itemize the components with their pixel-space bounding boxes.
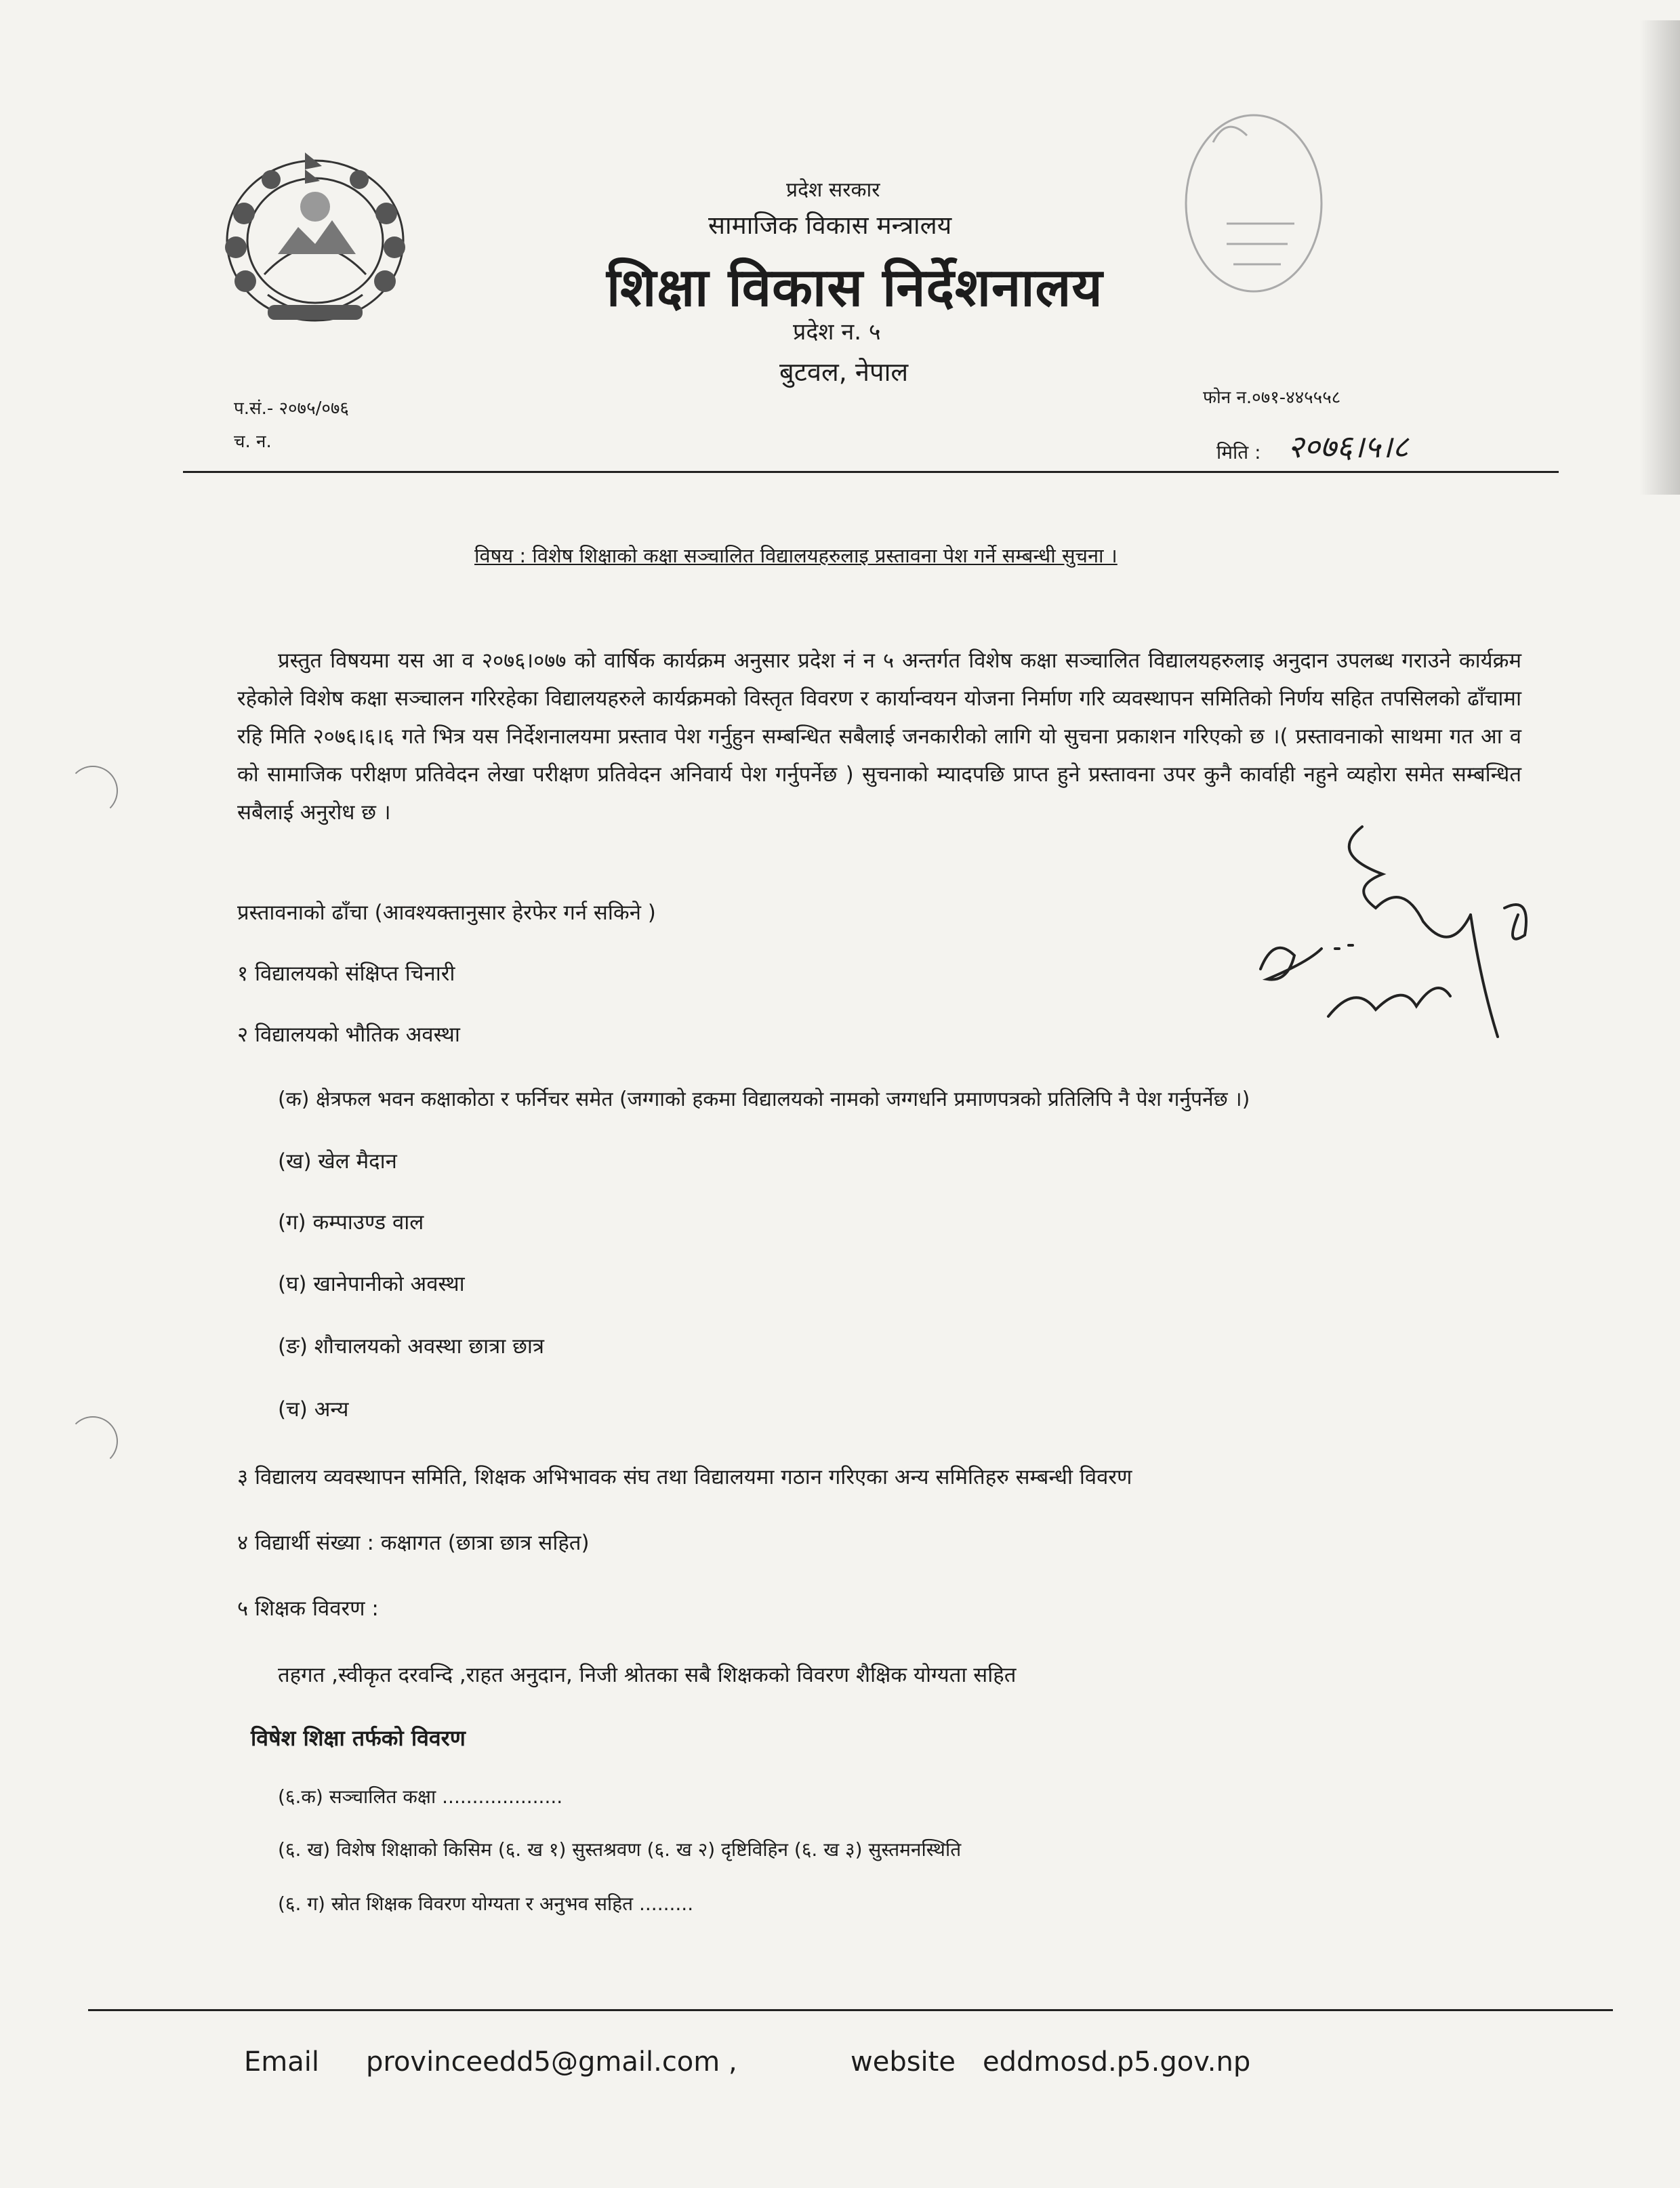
format-title: प्रस्तावनाको ढाँचा (आवश्यक्तानुसार हेरफेर गर्न सकिने ) — [237, 901, 656, 925]
special-item-a: (६.क) सञ्चालित कक्षा .................... — [278, 1786, 563, 1808]
format-item-2f: (च) अन्य — [278, 1397, 349, 1422]
format-item-4: ४ विद्यार्थी संख्या : कक्षागत (छात्रा छात्र सहित) — [237, 1531, 590, 1555]
format-item-2c: (ग) कम्पाउण्ड वाल — [278, 1210, 424, 1235]
province-number: प्रदेश न. ५ — [793, 318, 881, 346]
page-edge-shadow — [1639, 20, 1680, 495]
special-item-b: (६. ख) विशेष शिक्षाको किसिम (६. ख १) सुस्तश्रवण (६. ख २) दृष्टिविहिन (६. ख ३) सुस्तमनस्थिति — [278, 1838, 962, 1861]
ministry-name: सामाजिक विकास मन्त्रालय — [708, 211, 952, 240]
signature-icon — [1247, 813, 1565, 1057]
punch-hole — [68, 766, 118, 816]
format-item-3: ३ विद्यालय व्यवस्थापन समिति, शिक्षक अभिभावक संघ तथा विद्यालयमा गठान गरिएका अन्य समितिहरु सम्बन्धी विवरण — [237, 1465, 1132, 1489]
office-location: बुटवल, नेपाल — [779, 357, 909, 387]
directorate-name: शिक्षा विकास निर्देशनालय — [607, 257, 1103, 318]
footer-divider — [88, 2009, 1613, 2011]
format-item-2a: (क) क्षेत्रफल भवन कक्षाकोठा र फर्निचर समेत (जग्गाको हकमा विद्यालयको नामको जग्गधनि प्रमाणपत्रको प्रतिलिपि नै पेश गर्नुपर्नेछ ।) — [278, 1088, 1250, 1111]
footer-website-label: website — [851, 2046, 956, 2078]
nepal-emblem-icon — [203, 139, 427, 342]
date-value: २०७६।५।८ — [1288, 428, 1409, 465]
reference-number: प.सं.- २०७५/०७६ — [234, 398, 349, 419]
phone-number: फोन न.०७१-४४५५५८ — [1203, 388, 1341, 408]
subject-line: विषय : विशेष शिक्षाको कक्षा सञ्चालित विद्यालयहरुलाइ प्रस्तावना पेश गर्ने सम्बन्धी सुचना । — [474, 544, 1118, 567]
format-item-2b: (ख) खेल मैदान — [278, 1149, 397, 1174]
punch-hole — [68, 1416, 118, 1466]
header-divider — [183, 471, 1559, 473]
format-item-2: २ विद्यालयको भौतिक अवस्था — [237, 1023, 460, 1047]
special-item-c: (६. ग) स्रोत शिक्षक विवरण योग्यता र अनुभव सहित ......... — [278, 1893, 694, 1915]
footer-email-label: Email — [244, 2046, 319, 2078]
date-label: मिति : — [1216, 441, 1261, 463]
office-stamp-icon — [1172, 102, 1342, 318]
footer-website: eddmosd.p5.gov.np — [983, 2046, 1251, 2078]
format-item-1: १ विद्यालयको संक्षिप्त चिनारी — [237, 962, 455, 986]
dispatch-number: च. न. — [234, 432, 272, 452]
format-item-5: ५ शिक्षक विवरण : — [237, 1596, 379, 1621]
footer-email: provinceedd5@gmail.com , — [366, 2046, 737, 2078]
format-item-2d: (घ) खानेपानीको अवस्था — [278, 1272, 465, 1296]
province-government: प्रदेश सरकार — [786, 178, 880, 202]
special-education-title: विषेश शिक्षा तर्फको विवरण — [251, 1725, 466, 1751]
format-item-2e: (ङ) शौचालयको अवस्था छात्रा छात्र — [278, 1334, 544, 1359]
format-item-5-detail: तहगत ,स्वीकृत दरवन्दि ,राहत अनुदान, निजी श्रोतका सबै शिक्षकको विवरण शैक्षिक योग्यता सहित — [278, 1663, 1017, 1687]
notice-body: प्रस्तुत विषयमा यस आ व २०७६।०७७ को वार्षिक कार्यक्रम अनुसार प्रदेश नं न ५ अन्तर्गत विशेष कक्षा सञ्चालित विद्यालयहरुलाइ अनुदान उपलब्ध गराउने कार्यक्रम रहेकोले विशेष कक्षा सञ्चालन गरिरहेका विद्यालयहरुले कार्यक्रमको विस्तृत विवरण र कार्यान्वयन योजना निर्माण गरि व्यवस्थापन समितिको निर्णय सहित तपसिलको ढाँचामा रहि मिति २०७६।६।६ गते भित्र यस निर्देशनालयमा प्रस्ताव पेश गर्नुहुन सम्बन्धित सबैलाई जनकारीको लागि यो सुचना प्रकाशन गरिएको छ ।( प्रस्तावनाको साथमा गत आ व को सामाजिक परीक्षण प्रतिवेदन लेखा परीक्षण प्रतिवेदन अनिवार्य पेश गर्नुपर्नेछ ) सुचनाको म्यादपछि प्राप्त हुने प्रस्तावना उपर कुनै कार्वाही नहुने व्यहोरा समेत सम्बन्धित सबैलाई अनुरोध छ । — [237, 648, 1521, 825]
